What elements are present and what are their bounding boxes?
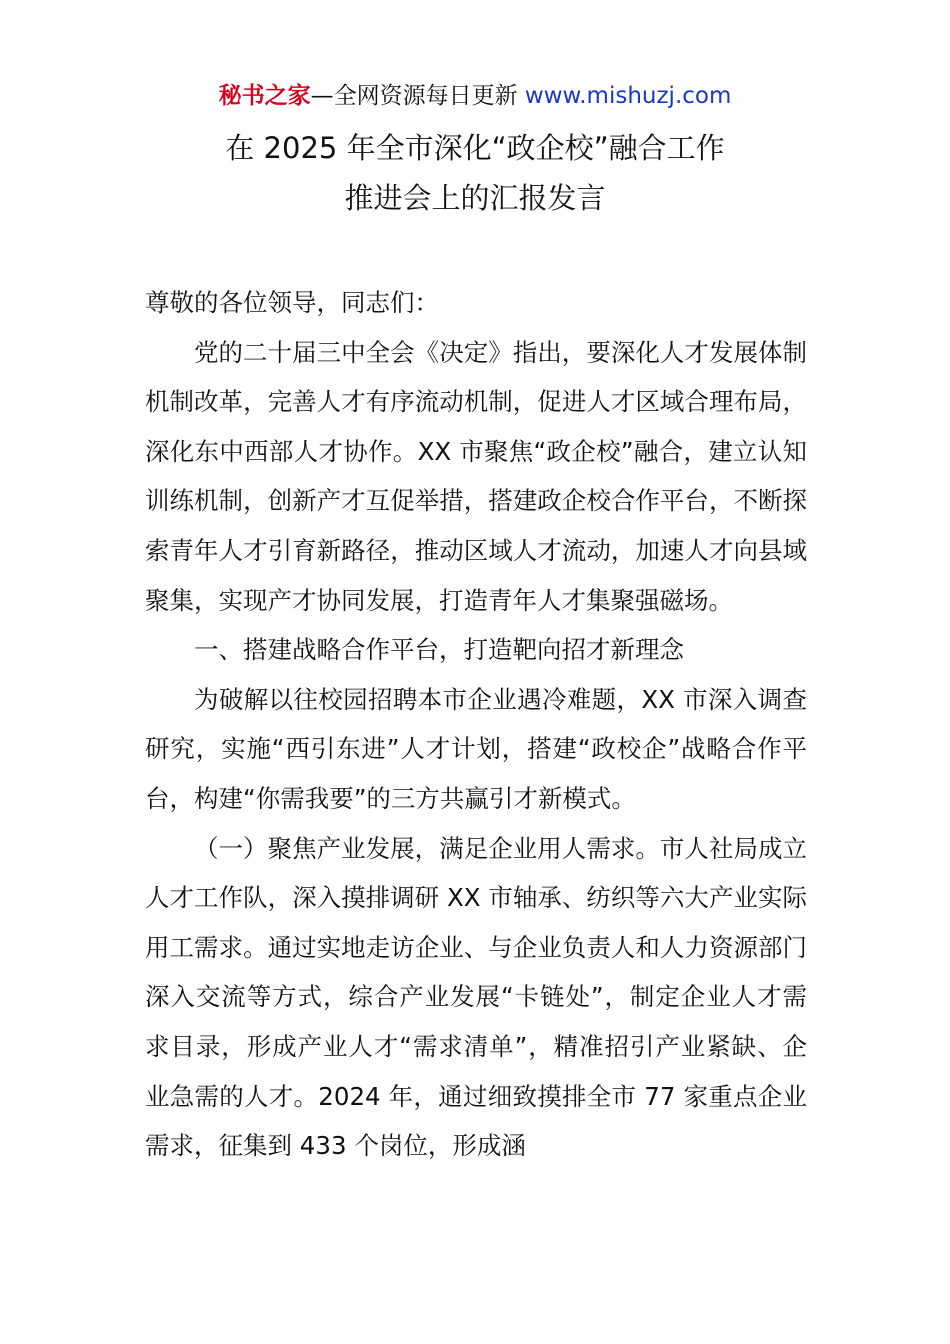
brand-name: 秘书之家 [218,83,311,109]
paragraph-intro: 党的二十届三中全会《决定》指出，要深化人才发展体制机制改革，完善人才有序流动机制，促进人才区域合理布局，深化东中西部人才协作。XX 市聚焦“政企校”融合，建立认知训练机制，创新产才互促举措，搭建政企校合作平台，不断探索青年人才引育新路径，推动区域人才流动，加速人才向县域聚集，实现产才协同发展，打造青年人才集聚强磁场。 [145,337,807,615]
section-heading-1: 一、搭建战略合作平台，打造靶向招才新理念 [194,635,684,665]
site-url[interactable]: www.mishuzj.com [524,83,732,109]
salutation: 尊敬的各位领导，同志们： [145,288,439,317]
site-header [0,80,950,112]
document-title-line-2: 推进会上的汇报发言 [344,181,606,215]
paragraph-section-1: 为破解以往校园招聘本市企业遇冷难题，XX 市深入调查研究，实施“西引东进”人才计划，搭建“政校企”战略合作平台，构建“你需我要”的三方共赢引才新模式。 [145,684,807,813]
document-title-line-1: 在 2025 年全市深化“政企校”融合工作 [225,131,725,165]
document-body [145,278,807,1171]
paragraph-subsection-1: （一）聚焦产业发展，满足企业用人需求。市人社局成立人才工作队，深入摸排调研 XX 市轴承、纺织等六大产业实际用工需求。通过实地走访企业、与企业负责人和人力资源部门深入交流等方式，综合产业发展“卡链处”，制定企业人才需求目录，形成产业人才“需求清单”，精准招引产业紧缺、企业急需的人才。2024 年，通过细致摸排全市 77 家重点企业需求，征集到 433 个岗位，形成涵 [145,833,807,1161]
header-tagline: —全网资源每日更新 [310,83,525,109]
